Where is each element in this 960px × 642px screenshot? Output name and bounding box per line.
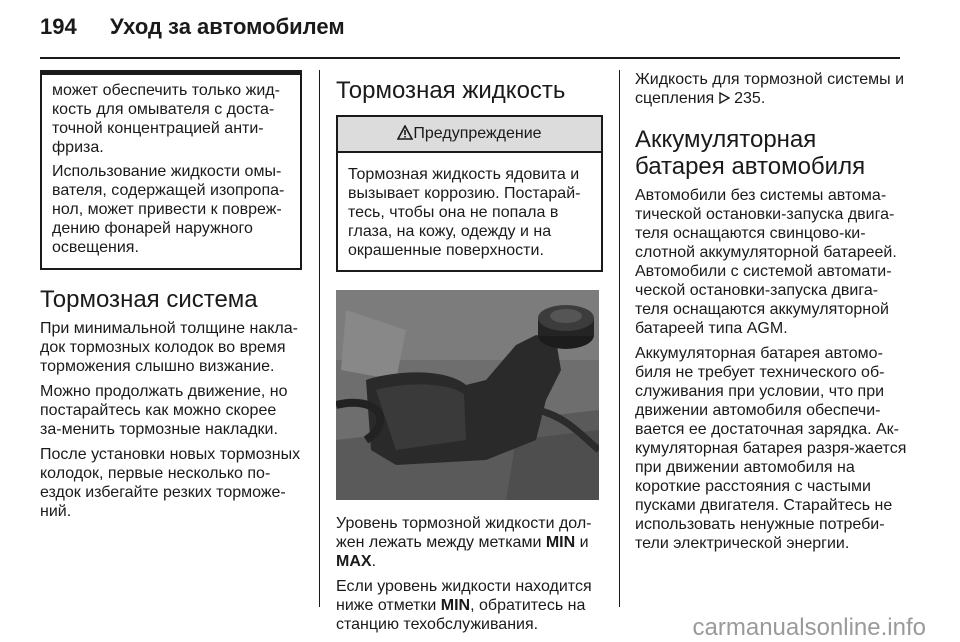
brake-fluid-reservoir-photo bbox=[336, 290, 599, 500]
section-title-brake-fluid: Тормозная жидкость bbox=[336, 77, 566, 104]
column-right bbox=[635, 70, 910, 559]
max-mark: MAX bbox=[336, 553, 372, 570]
column-divider bbox=[619, 70, 620, 607]
cross-reference-link[interactable]: 235. bbox=[734, 90, 766, 107]
paragraph-level-range: Уровень тормозной жидкости дол-жен лежать между метками MIN и MAX. bbox=[336, 515, 592, 570]
cross-reference-paragraph: Жидкость для тормозной системы и сцепления 235. bbox=[635, 71, 904, 107]
paragraph: Можно продолжать движение, но постарайтесь как можно скорее за-менить тормозные накладки. bbox=[40, 383, 288, 438]
section-title-brake-system: Тормозная система bbox=[40, 286, 258, 313]
paragraph: Аккумуляторная батарея автомо-биля не требует технического об-служивания при условии, что при движении автомобиля обеспечи-вается ее достаточная зарядка. Ак-кумуляторная батарея разря-жается при движении автомобиля на короткие расстояния с частыми пусками двигателя. Старайтесь не использовать ненужные потреби-тели электрической энергии. bbox=[635, 345, 907, 552]
warning-triangle-icon bbox=[397, 125, 413, 142]
washer-fluid-note-box bbox=[40, 70, 302, 270]
note-paragraph: Использование жидкости омы-вателя, содержащей изопропа-нол, может привести к повреж-дению фонарей наружного освещения. bbox=[52, 163, 285, 256]
page-number: 194 bbox=[40, 14, 77, 39]
column-divider bbox=[319, 70, 320, 607]
chapter-title: Уход за автомобилем bbox=[110, 14, 345, 39]
warning-title: Предупреждение bbox=[413, 125, 542, 142]
warning-body bbox=[338, 153, 601, 270]
column-middle bbox=[336, 70, 603, 640]
page-header bbox=[40, 14, 345, 40]
min-mark: MIN bbox=[545, 534, 576, 551]
min-mark: MIN bbox=[440, 597, 471, 614]
warning-box bbox=[336, 115, 603, 272]
watermark-text: carmanualsonline.info bbox=[692, 614, 926, 641]
cross-reference-arrow-icon bbox=[719, 90, 730, 107]
header-rule bbox=[40, 57, 900, 59]
warning-header bbox=[338, 117, 601, 153]
warning-text: Тормозная жидкость ядовита и вызывает коррозию. Постарай-тесь, чтобы она не попала в глаза, на кожу, одежду и на окрашенные поверхности. bbox=[348, 166, 581, 259]
paragraph: После установки новых тормозных колодок, первые несколько по-ездок избегайте резких торможе-ний. bbox=[40, 446, 301, 520]
paragraph-low-level: Если уровень жидкости находится ниже отметки MIN, обратитесь на станцию техобслуживания. bbox=[336, 578, 592, 633]
note-paragraph: может обеспечить только жид-кость для омывателя с доста-точной концентрацией анти-фриза. bbox=[52, 82, 280, 156]
column-left bbox=[40, 70, 302, 527]
paragraph: Автомобили без системы автома-тической остановки-запуска двига-теля оснащаются свинцово-ки-слотной аккумуляторной батареей. Автомобили с системой автомати-ческой остановки-запуска двига-теля оснащаются аккумуляторной батареей типа AGM. bbox=[635, 187, 897, 337]
section-title-battery: Аккумуляторная батарея автомобиля bbox=[635, 126, 866, 180]
paragraph: При минимальной толщине накла-док тормозных колодок во время торможения слышно визжание. bbox=[40, 320, 298, 375]
